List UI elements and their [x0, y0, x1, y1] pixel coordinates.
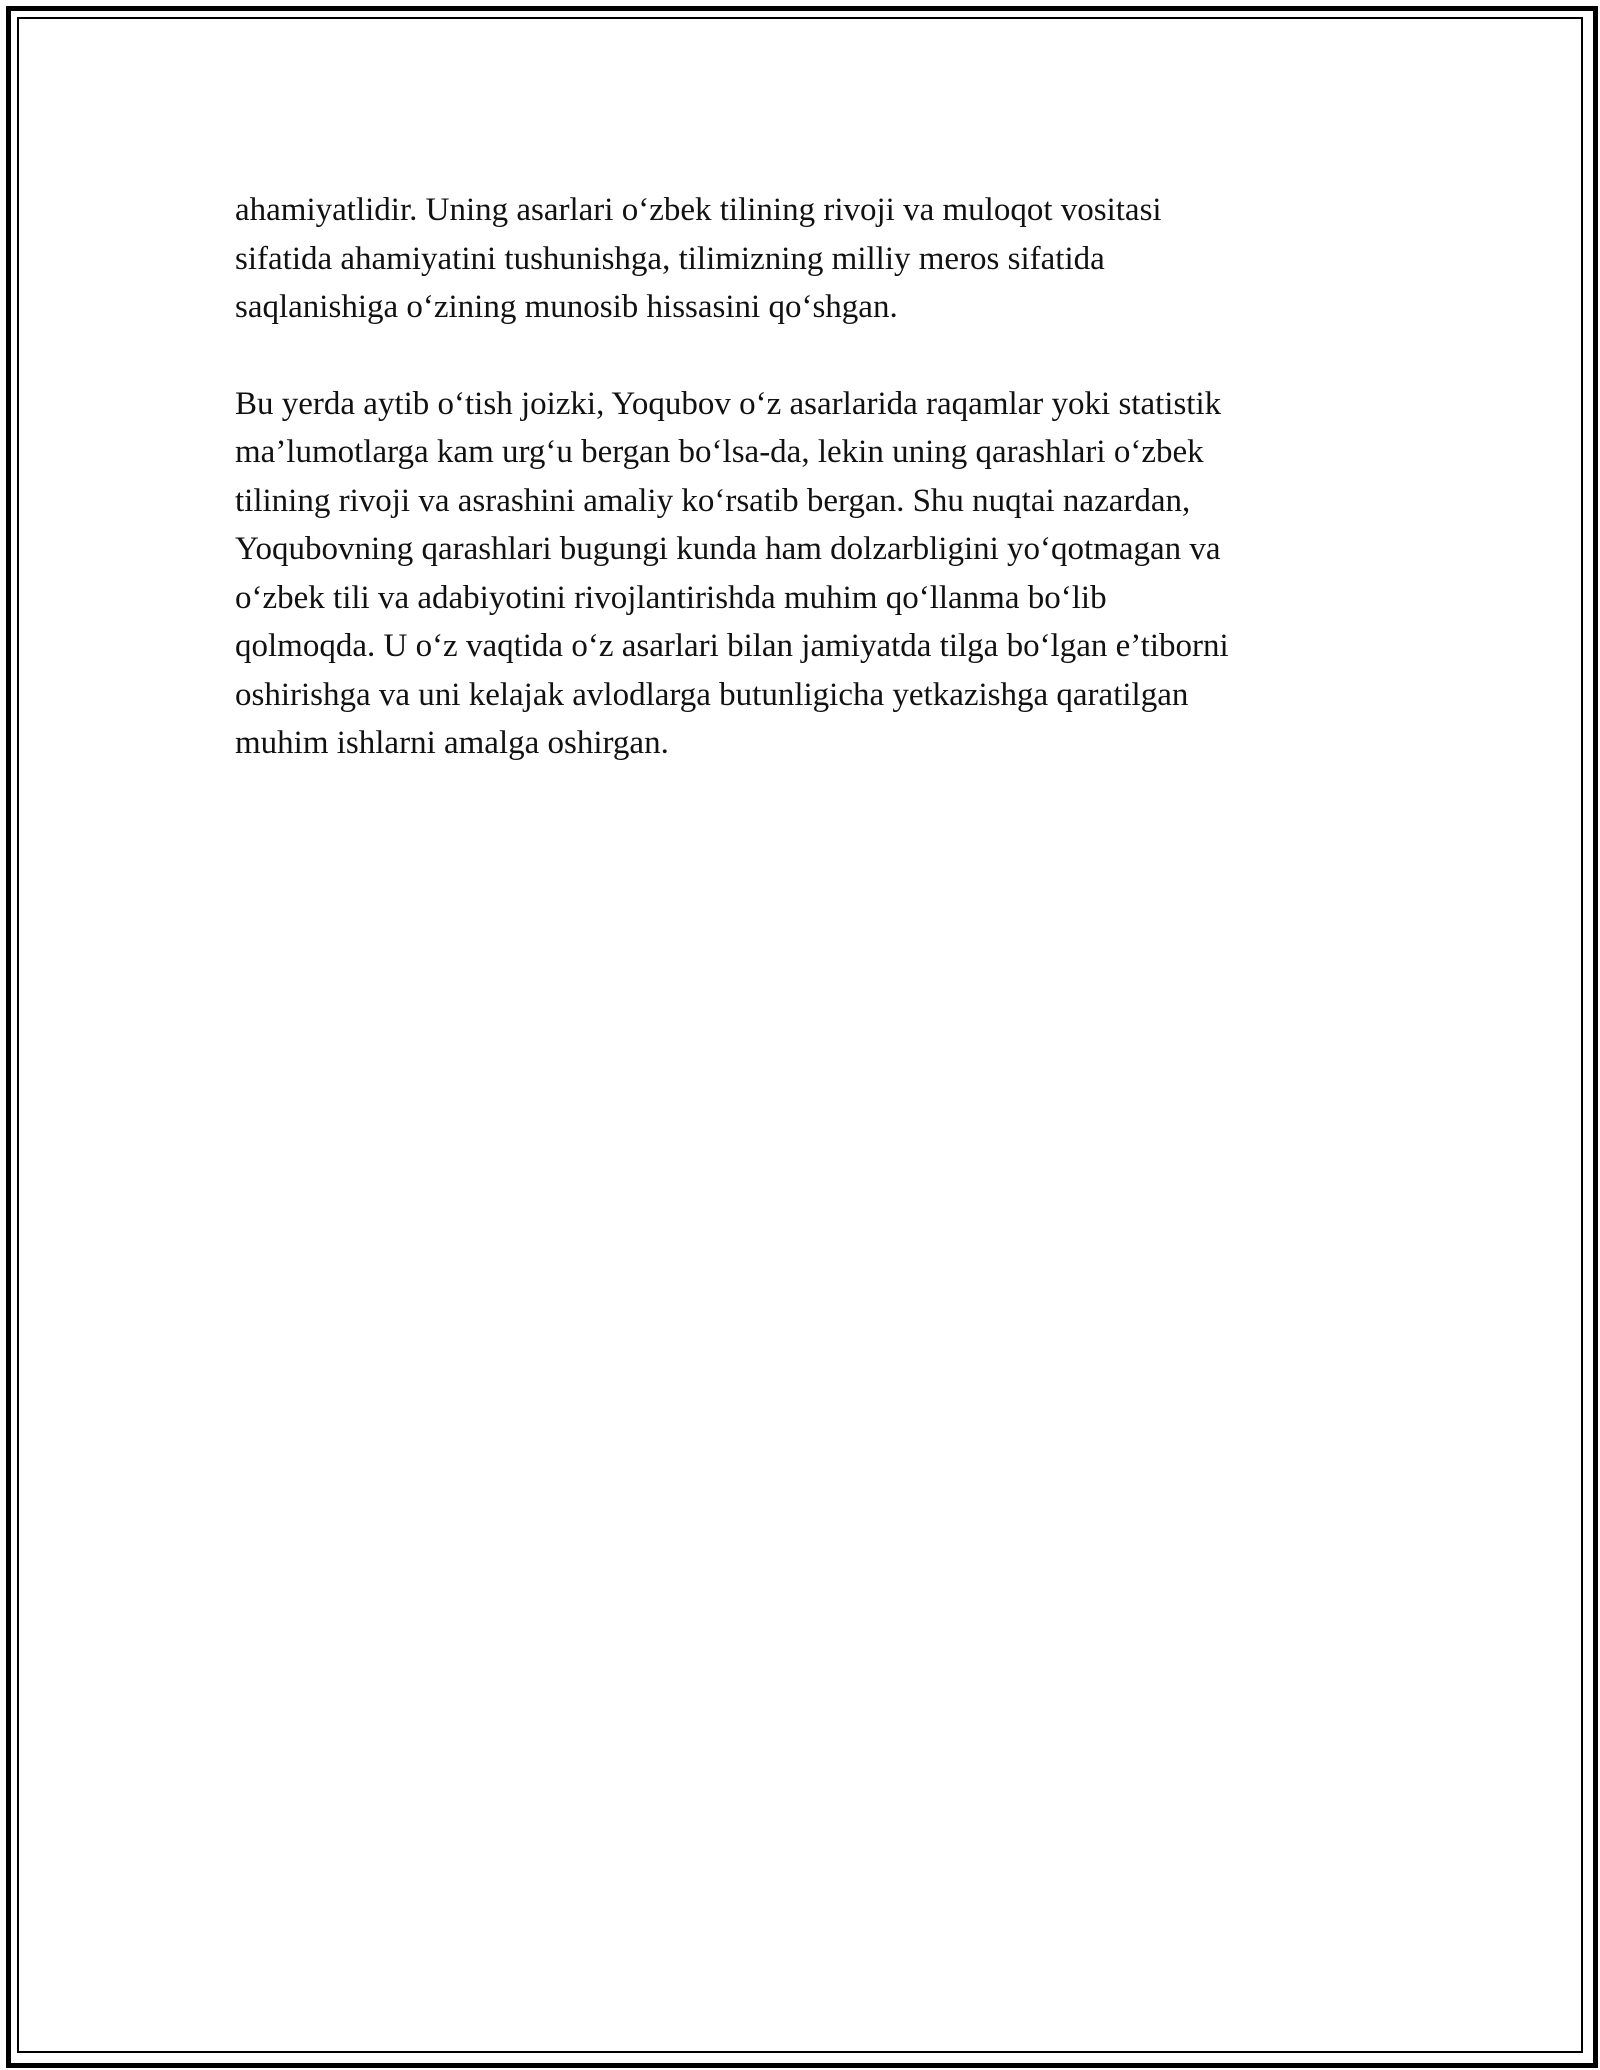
text-line: sifatida ahamiyatini tushunishga, tilimizning milliy meros sifatida [235, 240, 1105, 277]
text-line: Bu yerda aytib o‘tish joizki, Yoqubov o‘z asarlarida raqamlar yoki statistik [235, 385, 1222, 422]
paragraph-2 [235, 380, 1385, 768]
document-body [235, 186, 1385, 768]
paragraph-1 [235, 186, 1385, 332]
text-line: muhim ishlarni amalga oshirgan. [235, 725, 669, 761]
text-line: tilining rivoji va asrashini amaliy ko‘rsatib bergan. Shu nuqtai nazardan, [235, 482, 1191, 519]
text-line: Yoqubovning qarashlari bugungi kunda ham dolzarbligini yo‘qotmagan va [235, 531, 1221, 567]
text-line: oshirishga va uni kelajak avlodlarga butunligicha yetkazishga qaratilgan [235, 676, 1189, 713]
text-line: ahamiyatlidir. Uning asarlari o‘zbek tilining rivoji va muloqot vositasi [235, 192, 1162, 228]
text-line: ma’lumotlarga kam urg‘u bergan bo‘lsa-da, lekin uning qarashlari o‘zbek [235, 434, 1204, 470]
text-line: o‘zbek tili va adabiyotini rivojlantirishda muhim qo‘llanma bo‘lib [235, 579, 1107, 616]
text-line: saqlanishiga o‘zining munosib hissasini qo‘shgan. [235, 289, 898, 325]
text-line: qolmoqda. U o‘z vaqtida o‘z asarlari bilan jamiyatda tilga bo‘lgan e’tiborni [235, 628, 1229, 664]
